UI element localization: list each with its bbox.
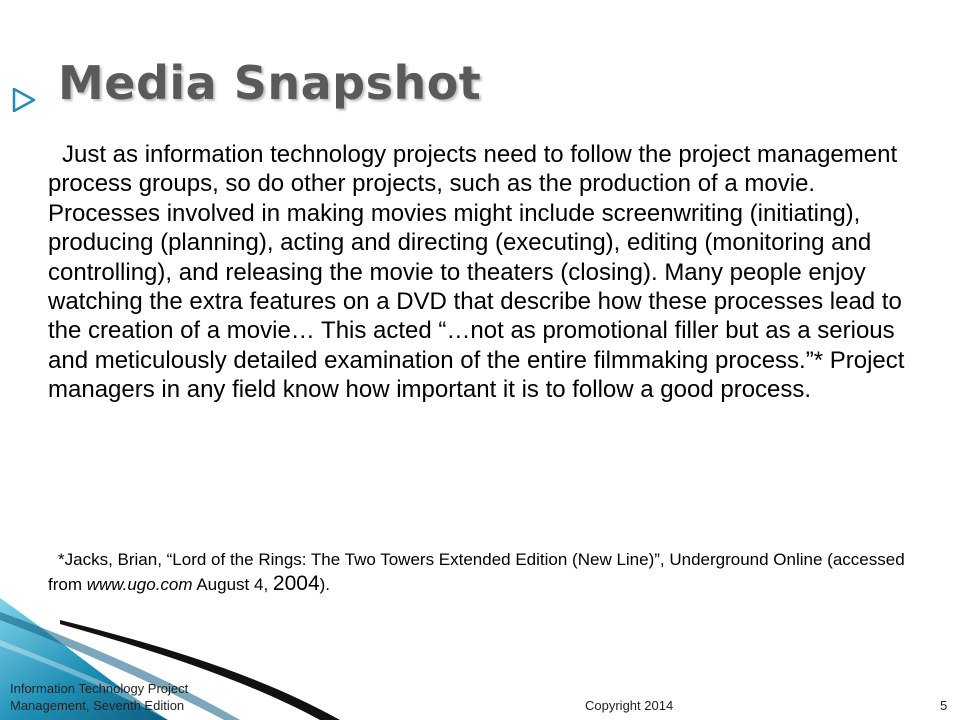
citation-suffix: ).	[319, 575, 331, 594]
slide-title: Media Snapshot	[58, 56, 482, 110]
citation-year: 2004	[272, 572, 320, 595]
arrow-bullet-icon	[12, 88, 36, 112]
citation-prefix: *Jacks, Brian, “Lord of the Rings: The Two Towers Extended Edition (New Line)”, Underground Online (accessed from	[48, 550, 905, 594]
footer-page-number: 5	[940, 698, 948, 713]
citation-url: www.ugo.com	[86, 575, 193, 594]
footer-book-title: Information Technology Project Management, Seventh Edition	[10, 681, 189, 713]
footer-copyright: Copyright 2014	[585, 698, 674, 713]
citation-middle: August 4,	[192, 575, 273, 594]
body-paragraph: Just as information technology projects need to follow the project management process groups, so do other projects, such as the production of a movie. Processes involved in making movies might include screenwriting (initiating), producing (planning), acting and directing (executing), editing (monitoring and controlling), and releasing the movie to theaters (closing). Many people enjoy watching the extra features on a DVD that describe how these processes lead to the creation of a movie… This acted “…not as promotional filler but as a serious and meticulously detailed examination of the entire filmmaking process.”* Project managers in any field know how important it is to follow a good process.	[48, 141, 905, 404]
